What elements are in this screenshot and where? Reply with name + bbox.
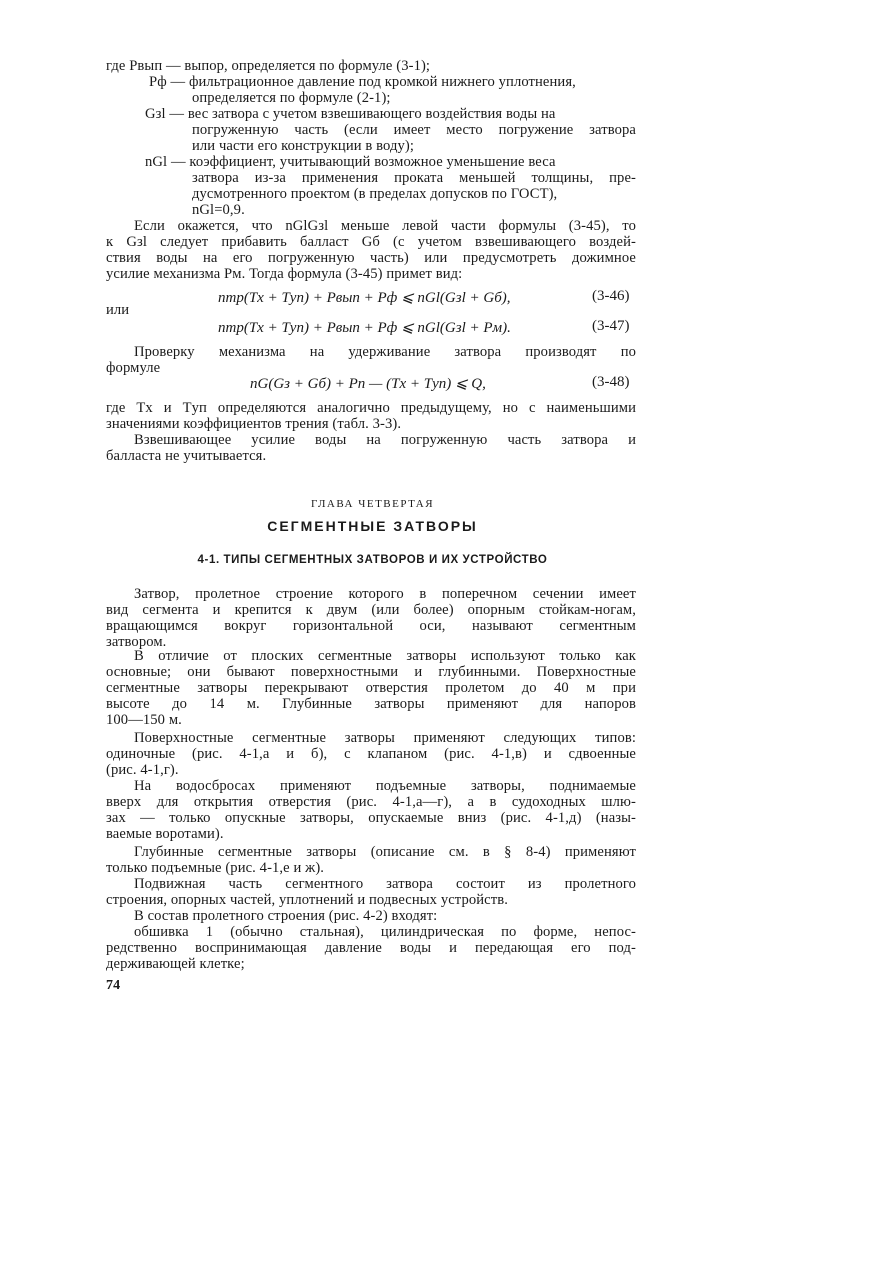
body-line: 100—150 м. bbox=[106, 712, 182, 728]
equation-3-47: nтр(Tx + Tуп) + Pвып + Pф ⩽ nGl(Gзl + Pм). bbox=[218, 320, 511, 336]
page-number: 74 bbox=[106, 978, 121, 993]
body-line: держивающей клетке; bbox=[106, 956, 245, 972]
body-line: основные; они бывают поверхностными и глубинными. Поверхностные bbox=[106, 664, 636, 680]
equation-number: (3-48) bbox=[592, 374, 630, 390]
paragraph-line: ствия воды на его погруженную часть) или предусмотреть дожимное bbox=[106, 250, 636, 266]
body-line: ваемые воротами). bbox=[106, 826, 224, 842]
body-line: Затвор, пролетное строение которого в поперечном сечении имеет bbox=[134, 586, 636, 602]
paragraph-line: к Gзl следует прибавить балласт Gб (с учетом взвешивающего воздей- bbox=[106, 234, 636, 250]
definition-line: погруженную часть (если имеет место погружение затвора bbox=[192, 122, 636, 138]
body-line: только подъемные (рис. 4-1,е и ж). bbox=[106, 860, 325, 876]
definition-line: nGl — коэффициент, учитывающий возможное уменьшение веса bbox=[145, 154, 556, 170]
body-line: одиночные (рис. 4-1,а и б), с клапаном (рис. 4-1,в) и сдвоенные bbox=[106, 746, 636, 762]
paragraph-line: усилие механизма Pм. Тогда формула (3-45) примет вид: bbox=[106, 266, 463, 282]
definition-line: где Pвып — выпор, определяется по формуле (3-1); bbox=[106, 58, 431, 74]
body-line: На водосбросах применяют подъемные затворы, поднимаемые bbox=[134, 778, 636, 794]
definition-line: затвора из-за применения проката меньшей толщины, пре- bbox=[192, 170, 636, 186]
chapter-title: СЕГМЕНТНЫЕ ЗАТВОРЫ bbox=[267, 518, 478, 534]
definition-line: определяется по формуле (2-1); bbox=[192, 90, 391, 106]
body-line: высоте до 14 м. Глубинные затворы применяют для напоров bbox=[106, 696, 636, 712]
definition-line: Gзl — вес затвора с учетом взвешивающего воздействия воды на bbox=[145, 106, 556, 122]
definition-line: nGl=0,9. bbox=[192, 202, 245, 218]
body-line: вид сегмента и крепится к двум (или более) опорным стойкам-ногам, bbox=[106, 602, 636, 618]
chapter-label: ГЛАВА ЧЕТВЕРТАЯ bbox=[310, 498, 435, 510]
equation-number: (3-46) bbox=[592, 288, 630, 304]
body-line: В состав пролетного строения (рис. 4-2) входят: bbox=[134, 908, 438, 924]
section-title: 4-1. ТИПЫ СЕГМЕНТНЫХ ЗАТВОРОВ И ИХ УСТРОЙСТВО bbox=[197, 554, 548, 566]
body-line: вращающимся вокруг горизонтальной оси, называют сегментным bbox=[106, 618, 636, 634]
body-line: строения, опорных частей, уплотнений и подвесных устройств. bbox=[106, 892, 508, 908]
body-line: обшивка 1 (обычно стальная), цилиндрическая по форме, непос- bbox=[134, 924, 636, 940]
paragraph-line: балласта не учитывается. bbox=[106, 448, 267, 464]
body-line: Поверхностные сегментные затворы применяют следующих типов: bbox=[134, 730, 636, 746]
equation-number: (3-47) bbox=[592, 318, 630, 334]
paragraph-line: Взвешивающее усилие воды на погруженную часть затвора и bbox=[134, 432, 636, 448]
body-line: Подвижная часть сегментного затвора состоит из пролетного bbox=[134, 876, 636, 892]
paragraph-line: где Tx и Tуп определяются аналогично предыдущему, но с наименьшими bbox=[106, 400, 636, 416]
paragraph-line: формуле bbox=[106, 360, 161, 376]
connector-word: или bbox=[106, 302, 130, 318]
definition-line: или части его конструкции в воду); bbox=[192, 138, 415, 154]
body-line: затвором. bbox=[106, 634, 167, 650]
body-line: вверх для открытия отверстия (рис. 4-1,а—г), а в судоходных шлю- bbox=[106, 794, 636, 810]
paragraph-line: Если окажется, что nGlGзl меньше левой части формулы (3-45), то bbox=[134, 218, 636, 234]
definition-line: Pф — фильтрационное давление под кромкой нижнего уплотнения, bbox=[149, 74, 576, 90]
paragraph-line: Проверку механизма на удерживание затвора производят по bbox=[134, 344, 636, 360]
equation-3-48: nG(Gз + Gб) + Pп — (Tx + Tуп) ⩽ Q, bbox=[250, 376, 486, 392]
definition-line: дусмотренного проектом (в пределах допусков по ГОСТ), bbox=[192, 186, 558, 202]
body-line: зах — только опускные затворы, опускаемые вниз (рис. 4-1,д) (назы- bbox=[106, 810, 636, 826]
equation-3-46: nтр(Tx + Tуп) + Pвып + Pф ⩽ nGl(Gзl + Gб), bbox=[218, 290, 511, 306]
body-line: Глубинные сегментные затворы (описание см. в § 8-4) применяют bbox=[134, 844, 636, 860]
body-line: (рис. 4-1,г). bbox=[106, 762, 179, 778]
body-line: редственно воспринимающая давление воды и передающая его под- bbox=[106, 940, 636, 956]
paragraph-line: значениями коэффициентов трения (табл. 3-3). bbox=[106, 416, 402, 432]
body-line: сегментные затворы перекрывают отверстия пролетом до 40 м при bbox=[106, 680, 636, 696]
body-line: В отличие от плоских сегментные затворы используют только как bbox=[134, 648, 636, 664]
